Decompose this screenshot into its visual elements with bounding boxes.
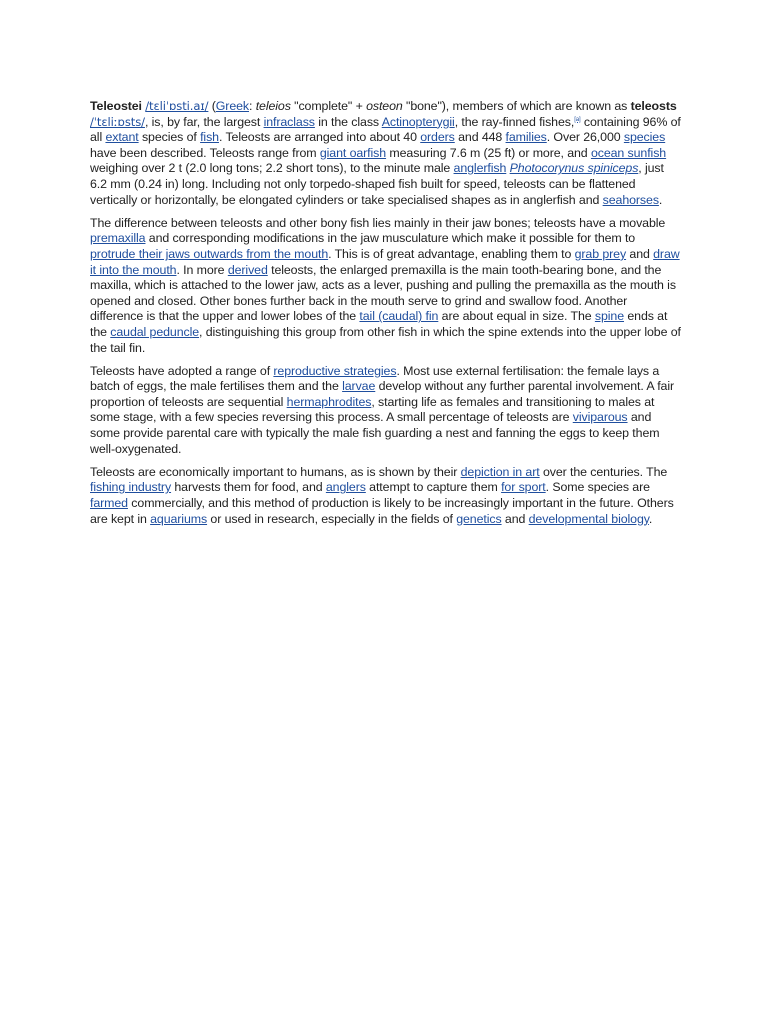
link-infraclass[interactable]: infraclass <box>263 114 315 129</box>
link-hermaphrodites[interactable]: hermaphrodites <box>286 394 372 409</box>
link-spine[interactable]: spine <box>594 309 625 324</box>
text-span: , distinguishing this group from other fish in which the spine extends into the upper lobe of the tail fin. <box>90 324 681 355</box>
citation-note-link[interactable]: [a] <box>574 116 581 123</box>
link-draw-into-mouth[interactable]: draw it into the mouth <box>90 246 680 277</box>
paragraph-economics <box>90 465 682 527</box>
text-span: or used in research, especially in the fields of <box>207 511 457 526</box>
text-span: teleosts, the enlarged premaxilla is the main tooth-bearing bone, and the maxilla, which is attached to the lower jaw, acts as a lever, pushing and pulling the premaxilla as the mouth is opened and closed. Other bones further back in the mouth serve to grind and swallow food. Another difference is that the upper and lower lobes of the <box>90 262 676 324</box>
text-span: ( <box>208 99 216 113</box>
text-span: and <box>626 246 654 261</box>
paragraph-reproduction <box>90 364 682 458</box>
text-span: and corresponding modifications in the jaw musculature which make it possible for them to <box>145 231 636 246</box>
text-span: and 448 <box>454 130 506 145</box>
link-viviparous[interactable]: viviparous <box>572 410 628 425</box>
text-span: Teleosts have adopted a range of <box>90 363 274 378</box>
text-span: weighing over 2 t (2.0 long tons; 2.2 short tons), to the minute male <box>90 161 454 176</box>
link-depiction-in-art[interactable]: depiction in art <box>460 464 540 479</box>
link-farmed[interactable]: farmed <box>90 496 128 511</box>
link-grab-prey[interactable]: grab prey <box>574 246 627 261</box>
text-span: , is, by far, the largest <box>144 114 264 129</box>
link-developmental-biology[interactable]: developmental biology <box>528 511 649 526</box>
text-span: . Some species are <box>545 480 650 495</box>
link-genetics[interactable]: genetics <box>456 511 502 526</box>
ipa-pronunciation-link-2[interactable]: /ˈtɛliːɒsts/ <box>90 114 145 129</box>
text-span: attempt to capture them <box>365 480 502 495</box>
link-extant[interactable]: extant <box>105 130 139 145</box>
term-osteon: osteon <box>366 99 403 113</box>
text-span: containing 96% of all <box>90 114 681 145</box>
link-seahorses[interactable]: seahorses <box>602 192 659 207</box>
text-span: over the centuries. The <box>539 464 668 479</box>
link-greek[interactable]: Greek <box>215 99 249 113</box>
link-actinopterygii[interactable]: Actinopterygii <box>381 114 455 129</box>
text-span: "complete" + <box>290 99 367 113</box>
text-span: , just 6.2 mm (0.24 in) long. Including not only torpedo-shaped fish built for speed, teleosts can be flattened vertically or horizontally, be elongated cylinders or take specialised shapes as in anglerfish and <box>90 161 664 207</box>
text-span: . <box>658 192 663 207</box>
link-tail-caudal-fin[interactable]: tail (caudal) fin <box>359 309 439 324</box>
link-fishing-industry[interactable]: fishing industry <box>90 480 172 495</box>
link-giant-oarfish[interactable]: giant oarfish <box>319 145 387 160</box>
text-span: . Most use external fertilisation: the female lays a batch of eggs, the male fertilises them and the <box>90 363 660 394</box>
link-species[interactable]: species <box>623 130 666 145</box>
text-span: are about equal in size. The <box>438 309 595 324</box>
text-span: , the ray-finned fishes, <box>454 114 575 129</box>
text-span: The difference between teleosts and other bony fish lies mainly in their jaw bones; teleosts have a movable <box>90 215 666 230</box>
ipa-pronunciation-link[interactable]: /tɛliˈɒsti.aɪ/ <box>145 99 209 113</box>
text-span: species of <box>138 130 201 145</box>
text-span: and some provide parental care with typically the male fish guarding a nest and fanning the eggs to keep them well-oxygenated. <box>90 410 660 456</box>
link-ocean-sunfish[interactable]: ocean sunfish <box>590 145 667 160</box>
text-span: : <box>249 99 256 113</box>
paragraph-intro <box>90 99 682 208</box>
text-span: commercially, and this method of production is likely to be increasingly important in the future. Others are kept in <box>90 496 674 526</box>
link-derived[interactable]: derived <box>227 262 268 277</box>
link-orders[interactable]: orders <box>420 130 455 145</box>
link-families[interactable]: families <box>505 130 547 145</box>
paragraph-jaw-anatomy <box>90 216 682 356</box>
term-teleios: teleios <box>255 99 291 113</box>
text-span: Teleosts are economically important to humans, as is shown by their <box>90 464 461 479</box>
text-span: develop without any further parental involvement. A fair proportion of teleosts are sequential <box>90 379 675 409</box>
link-for-sport[interactable]: for sport <box>501 480 546 495</box>
text-span: "bone"), members of which are known as <box>402 99 631 113</box>
link-reproductive-strategies[interactable]: reproductive strategies <box>273 363 397 378</box>
text-span: measuring 7.6 m (25 ft) or more, and <box>386 145 591 160</box>
article-body <box>90 99 682 535</box>
text-span: , starting life as females and transitioning to males at some stage, with a few species reversing this process. A small percentage of teleosts are <box>90 394 655 425</box>
article-title-term: Teleostei <box>90 99 142 113</box>
link-larvae[interactable]: larvae <box>342 379 376 394</box>
link-anglers[interactable]: anglers <box>325 480 366 495</box>
link-protrude-jaws[interactable]: protrude their jaws outwards from the mouth <box>90 246 329 261</box>
text-span: . <box>648 511 653 526</box>
link-photocorynus-spiniceps[interactable]: Photocorynus spiniceps <box>509 161 639 176</box>
text-span: have been described. Teleosts range from <box>90 145 320 160</box>
link-fish[interactable]: fish <box>200 130 219 145</box>
link-premaxilla[interactable]: premaxilla <box>90 231 146 246</box>
text-span: and <box>501 511 529 526</box>
text-span: . Teleosts are arranged into about 40 <box>218 130 421 145</box>
link-anglerfish[interactable]: anglerfish <box>453 161 507 176</box>
text-span: in the class <box>314 114 382 129</box>
text-span: . In more <box>176 262 228 277</box>
term-teleosts: teleosts <box>630 99 677 113</box>
text-span: . This is of great advantage, enabling them to <box>328 246 575 261</box>
link-caudal-peduncle[interactable]: caudal peduncle <box>110 324 200 339</box>
text-span: ends at the <box>90 309 668 339</box>
link-aquariums[interactable]: aquariums <box>150 511 208 526</box>
text-span: . Over 26,000 <box>546 130 624 145</box>
text-span: harvests them for food, and <box>171 480 326 495</box>
